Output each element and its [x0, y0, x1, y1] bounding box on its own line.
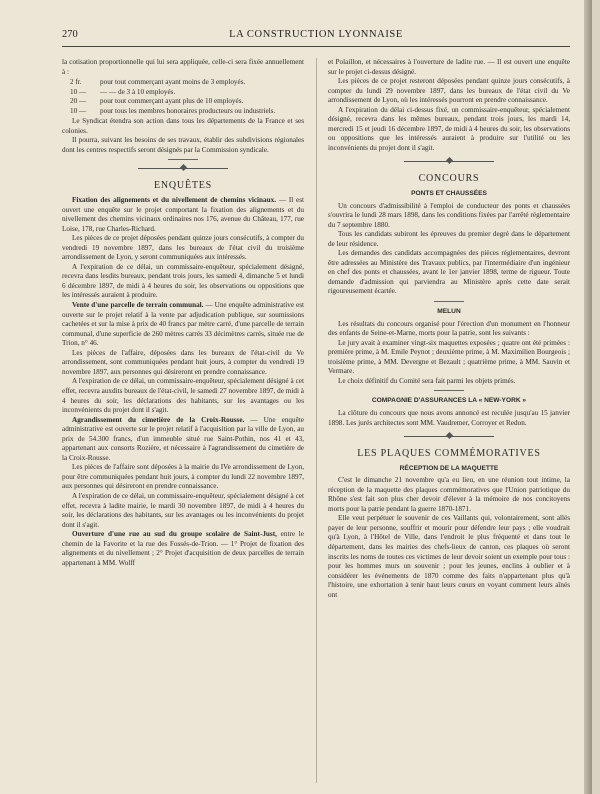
running-header [62, 29, 570, 43]
paragraph: La clôture du concours que nous avons annoncé est reculée jusqu'au 15 janvier 1898. Les jurés architectes sont MM. Vaudremer, Corroyer et Redon. [328, 408, 570, 427]
paragraph: A l'expiration de ce délai, un commissaire-enquêteur, spécialement désigné à cet effet, recevra auxdits bureaux de l'état-civil, le samedi 27 novembre 1897, de midi à 4 heures du soir, les déclarations des habitants, sur les avantages ou les inconvénients du projet dont il s'agit. [62, 377, 304, 415]
paragraph: Les pièces de ce projet resteront déposées pendant quinze jours consécutifs, à compter du lundi 29 novembre 1897, dans les bureaux de l'état civil du Ve arrondissement de Lyon, où les intéressés pourront en prendre connaissance. [328, 77, 570, 105]
paragraph: Le choix définitif du Comité sera fait parmi les objets primés. [338, 376, 516, 385]
subsection-title: PONTS ET CHAUSSÉES [411, 190, 487, 198]
paragraph: Les résultats du concours organisé pour l'érection d'un monument en l'honneur des enfants de Seine-et-Marne, morts pour la patrie, sont les suivants : [328, 319, 570, 338]
rate-amount: 2 fr. [70, 78, 82, 87]
rate-row [62, 97, 304, 107]
paragraph: Tous les candidats subiront les épreuves du premier degré dans le département de leur résidence. [328, 230, 570, 248]
subsection-title: MELUN [437, 308, 461, 316]
section-title-enquetes: ENQUÊTES [153, 180, 213, 192]
item-text: — Une enquête administrative est ouverte sur le projet relatif à l'acquisition par la ville de Lyon, au prix de 54.300 francs, d'un immeuble situé rue Saint-Pothin, nos 41 et 43, appartenant aux consorts Rozière, et nécessaire à l'agrandissement du cimetière de la Croix-Rousse. [62, 415, 304, 462]
separator-rule [168, 159, 198, 160]
rate-row [62, 78, 304, 88]
item-heading: Agrandissement du cimetière de la Croix-Rousse. [72, 415, 245, 424]
paragraph: A l'expiration de ce délai, un commissaire-enquêteur, spécialement désigné à cet effet, recevra à ladite mairie, le mardi 30 novembre 1897, de midi à 4 heures du soir, les déclarations des habitants, sur les avantages ou les inconvénients du projet dont il s'agit. [62, 491, 304, 529]
rate-row [62, 88, 304, 98]
rate-desc: pour tout commerçant ayant plus de 10 employés. [100, 97, 244, 106]
header-rule [62, 46, 570, 47]
paragraph: C'est le dimanche 21 novembre qu'a eu lieu, en une réunion tout intime, la réception de la maquette des plaques commémoratives que l'Union patriotique du Rhône s'est fait son plus cher devoir d'élever à la mémoire de nos concitoyens morts pour la patrie pendant la guerre 1870-1871. [328, 476, 570, 513]
column-divider [316, 58, 317, 783]
paragraph: A l'expiration de ce délai, un commissaire-enquêteur, spécialement désigné, recevra dans lesdits bureaux, pendant trois jours, les samedi 4, dimanche 5 et lundi 6 décembre 1897, de midi à 4 heures du soir, les observations ou oppositions que les intéressés auraient à produire. [62, 262, 304, 300]
paragraph: Un concours d'admissibilité à l'emploi de conducteur des ponts et chaussées s'ouvrira le lundi 28 mars 1898, dans les conditions fixées par l'arrêté réglementaire du 7 septembre 1880. [328, 201, 570, 229]
journal-title: LA CONSTRUCTION LYONNAISE [229, 29, 403, 40]
rate-amount: 20 — [70, 97, 87, 106]
rates-list [62, 78, 304, 116]
item-heading: Vente d'une parcelle de terrain communal. [72, 301, 204, 310]
paragraph: Il pourra, suivant les besoins de ses travaux, établir des subdivisions régionales dont les centres respectifs seront désignés par la Commission syndicale. [62, 136, 304, 154]
section-title-concours: CONCOURS [418, 173, 480, 185]
separator-rule [434, 301, 464, 302]
subsection-title: RÉCEPTION DE LA MAQUETTE [399, 464, 499, 472]
page-edge [584, 0, 592, 794]
page-number: 270 [62, 29, 78, 40]
item-heading: Ouverture d'une rue au sud du groupe scolaire de Saint-Just, [72, 530, 277, 539]
item-text: entre le chemin de la Favorite et la rue des Fossés-de-Trion. — 1° Projet de fixation des alignements et du nivellement ; 2° Projet d'acquisition de deux parcelles de terrain appartenant à MM. Wolff [62, 530, 304, 567]
item-text: — Une enquête administrative est ouverte sur le projet relatif à la vente par adjudication publique, sur soumissions cachetées et sur la mise à prix de 40 francs par mètre carré, d'une parcelle de terrain communal, d'une superficie de 260 mètres carrés 33 décimètres carrés, située rue de Trion, n° 46. [62, 301, 304, 348]
paragraph: A l'expiration du délai ci-dessus fixé, un commissaire-enquêteur, spécialement désigné, recevra dans les mêmes bureaux, pendant trois jours, les mardi 14, mercredi 15 et jeudi 16 décembre 1897, de midi à 4 heures du soir, les observations ou oppositions que les intéressés auraient à produire sur l'utilité ou les inconvénients du projet dont il s'agit. [328, 105, 570, 152]
rate-row [62, 107, 304, 117]
ornament-rule [404, 158, 494, 164]
left-column [62, 58, 304, 788]
paragraph: Elle veut perpétuer le souvenir de ces Vaillants qui, volontairement, sont allés payer de leur personne, souffrir et mourir pour défendre leur pays ; elle voudrait qu'à Lyon, à l'Hôtel de Ville, dans l'endroit le plus fréquenté et dans tout le département, dans les mairies des chefs-lieux de canton, ces plaques où seront inscrits les noms de toutes ces victimes de leur devoir soient un exemple pour tous : pour les hommes murs un souvenir ; pour les jeunes, enclins à oublier et à considérer les événements de 1870 comme des faits n'appartenant plus qu'à l'histoire, une exhortation à tenir haut leurs cœurs en voyant comment leurs aînés ont [328, 514, 570, 599]
right-column [328, 58, 570, 788]
item-text: — Il est ouvert une enquête sur le projet comportant la fixation des alignements et du nivellement des chemins vicinaux ordinaires nos 176, avenue du Château, 177, rue Loise, 178, rue Charles-Richard. [62, 196, 304, 233]
rate-desc: pour tous les membres honoraires producteurs ou industriels. [100, 106, 276, 115]
paragraph: la cotisation proportionnelle qui lui sera appliquée, celle-ci sera fixée annuellement à : [62, 58, 304, 76]
rate-desc: pour tout commerçant ayant moins de 3 employés. [100, 78, 246, 87]
paragraph: Le jury avait à examiner vingt-six maquettes exposées ; quatre ont été primées : première prime, à M. Emile Peynot ; deuxième prime, à M. Maximilien Bourgeois ; troisième prime, à MM. Devergne et Bezault ; quatrième prime, à MM. Sauvin et Vermare. [328, 338, 570, 376]
separator-rule [434, 390, 464, 391]
subsection-title: COMPAGNIE D'ASSURANCES LA « NEW-YORK » [371, 397, 527, 405]
paragraph: Les pièces de l'affaire sont déposées à la mairie du IVe arrondissement de Lyon, pour être communiquées pendant huit jours, à compter du lundi 22 novembre 1897, aux personnes qui désireront en prendre connaissance. [62, 463, 304, 491]
rate-desc: — — de 3 à 10 employés. [100, 87, 176, 96]
ornament-rule [138, 165, 228, 171]
paragraph: et Polaillon, et nécessaires à l'ouverture de ladite rue. — Il est ouvert une enquête sur le projet ci-dessus désigné. [328, 58, 570, 76]
paragraph: Les pièces de l'affaire, déposées dans les bureaux de l'état-civil du Ve arrondissement, sont communiquées pendant huit jours, à compter du vendredi 19 novembre 1897, aux personnes qui désireront en prendre connaissance. [62, 348, 304, 376]
item-heading: Fixation des alignements et du nivellement de chemins vicinaux. [72, 196, 276, 205]
section-title-plaques: LES PLAQUES COMMÉMORATIVES [357, 448, 541, 460]
rate-amount: 10 — [70, 87, 87, 96]
ornament-rule [404, 433, 494, 439]
rate-amount: 10 — [70, 106, 87, 115]
paragraph: Les pièces de ce projet déposées pendant quinze jours consécutifs, à compter du vendredi 19 novembre 1897, dans les bureaux de l'état civil du troisième arrondissement de Lyon, y seront communiquées aux intéressés. [62, 234, 304, 262]
paragraph: Le Syndicat étendra son action dans tous les départements de la France et ses colonies. [62, 117, 304, 135]
paragraph: Les demandes des candidats accompagnées des pièces réglementaires, devront être adressées au Ministère des Travaux publics, par l'intermédiaire d'un ingénieur en chef des ponts et chaussées, avant le 1er janvier 1898, terme de rigueur. Toute demande d'admission qui parviendra au Ministère après cette date serait rigoureusement écartée. [328, 249, 570, 296]
